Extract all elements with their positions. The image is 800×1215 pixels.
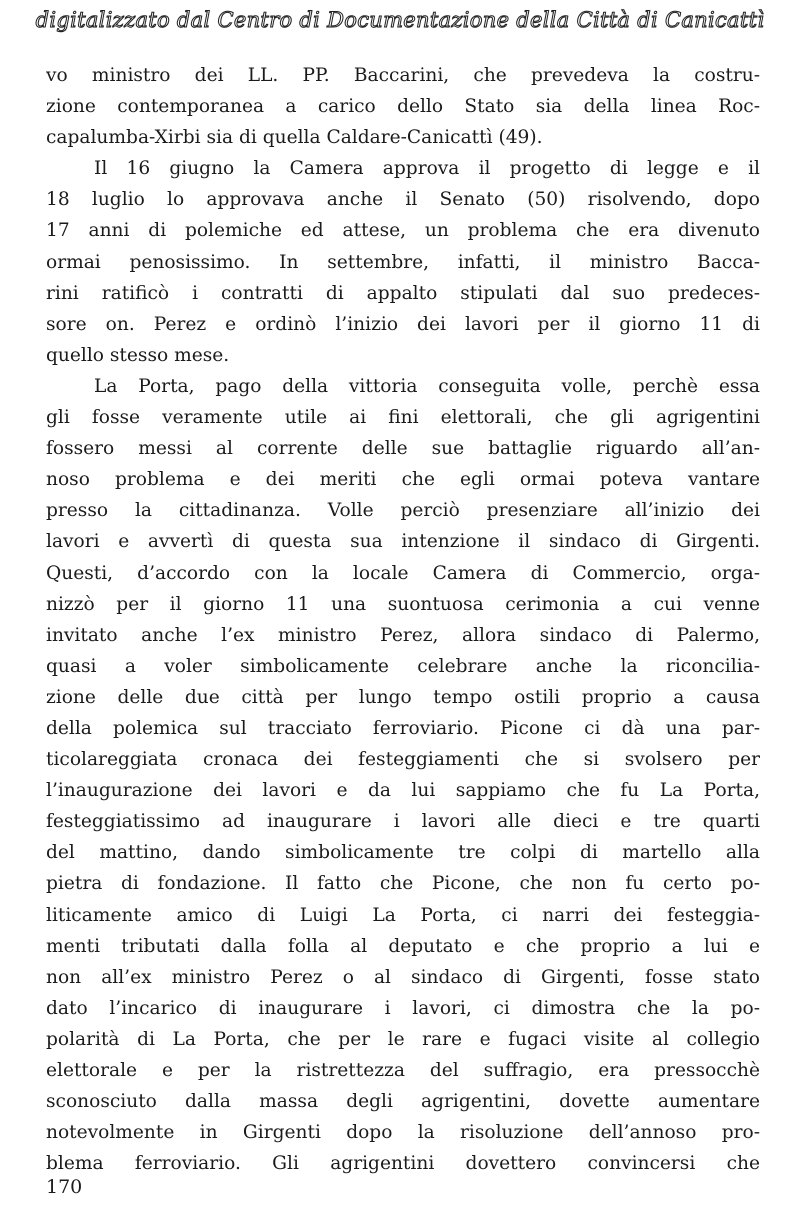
text-line: pietra di fondazione. Il fatto che Picone, che non fu certo po- <box>46 873 760 895</box>
body-text <box>46 60 760 1179</box>
text-line: rini ratificò i contratti di appalto stipulati dal suo predeces- <box>46 282 760 304</box>
text-line: gli fosse veramente utile ai fini elettorali, che gli agrigentini <box>46 407 760 429</box>
text-line: Il 16 giugno la Camera approva il progetto di legge e il <box>94 158 760 180</box>
text-line: quasi a voler simbolicamente celebrare anche la riconcilia- <box>46 655 760 677</box>
text-line: zione delle due città per lungo tempo ostili proprio a causa <box>46 686 760 708</box>
text-line: sconosciuto dalla massa degli agrigentini, dovette aumentare <box>46 1091 760 1113</box>
text-line: liticamente amico di Luigi La Porta, ci narri dei festeggia- <box>46 904 760 926</box>
text-line: sore on. Perez e ordinò l’inizio dei lavori per il giorno 11 di <box>46 313 760 335</box>
text-line: noso problema e dei meriti che egli ormai poteva vantare <box>46 469 760 491</box>
paragraph <box>46 153 760 371</box>
text-line: zione contemporanea a carico dello Stato sia della linea Roc- <box>46 96 760 118</box>
text-line: festeggiatissimo ad inaugurare i lavori alle dieci e tre quarti <box>46 811 760 833</box>
text-line: del mattino, dando simbolicamente tre colpi di martello alla <box>46 842 760 864</box>
digitization-watermark: digitalizzato dal Centro di Documentazione della Città di Canicattì <box>35 8 765 32</box>
text-line: quello stesso mese. <box>46 344 230 366</box>
text-line: elettorale e per la ristrettezza del suffragio, era pressocchè <box>46 1060 760 1081</box>
text-line: 17 anni di polemiche ed attese, un problema che era divenuto <box>46 220 760 242</box>
text-line: fossero messi al corrente delle sue battaglie riguardo all’an- <box>46 438 760 460</box>
text-line: ormai penosissimo. In settembre, infatti, il ministro Bacca- <box>46 251 760 273</box>
text-line: presso la cittadinanza. Volle perciò presenziare all’inizio dei <box>46 500 760 522</box>
text-line: notevolmente in Girgenti dopo la risoluzione dell’annoso pro- <box>46 1122 760 1144</box>
text-line: ticolareggiata cronaca dei festeggiamenti che si svolsero per <box>46 749 760 771</box>
text-line: Questi, d’accordo con la locale Camera di Commercio, orga- <box>46 562 760 584</box>
text-line: l’inaugurazione dei lavori e da lui sappiamo che fu La Porta, <box>46 780 760 802</box>
text-line: La Porta, pago della vittoria conseguita volle, perchè essa <box>94 375 760 397</box>
text-line: nizzò per il giorno 11 una suontuosa cerimonia a cui venne <box>46 593 760 615</box>
page-number: 170 <box>46 1176 83 1198</box>
text-line: menti tributati dalla folla al deputato e che proprio a lui e <box>46 935 760 957</box>
paragraph <box>46 371 760 1179</box>
text-line: lavori e avvertì di questa sua intenzione il sindaco di Girgenti. <box>46 531 760 553</box>
text-line: capalumba-Xirbi sia di quella Caldare-Canicattì (49). <box>46 127 543 149</box>
text-line: polarità di La Porta, che per le rare e fugaci visite al collegio <box>46 1028 760 1050</box>
text-line: 18 luglio lo approvava anche il Senato (50) risolvendo, dopo <box>46 189 760 211</box>
text-line: non all’ex ministro Perez o al sindaco di Girgenti, fosse stato <box>46 966 760 988</box>
paragraph <box>46 60 760 153</box>
text-line: della polemica sul tracciato ferroviario. Picone ci dà una par- <box>46 717 760 739</box>
text-line: vo ministro dei LL. PP. Baccarini, che prevedeva la costru- <box>46 65 760 86</box>
text-line: dato l’incarico di inaugurare i lavori, ci dimostra che la po- <box>46 997 760 1019</box>
text-line: invitato anche l’ex ministro Perez, allora sindaco di Palermo, <box>46 624 760 646</box>
text-line: blema ferroviario. Gli agrigentini dovettero convincersi che <box>46 1153 760 1175</box>
